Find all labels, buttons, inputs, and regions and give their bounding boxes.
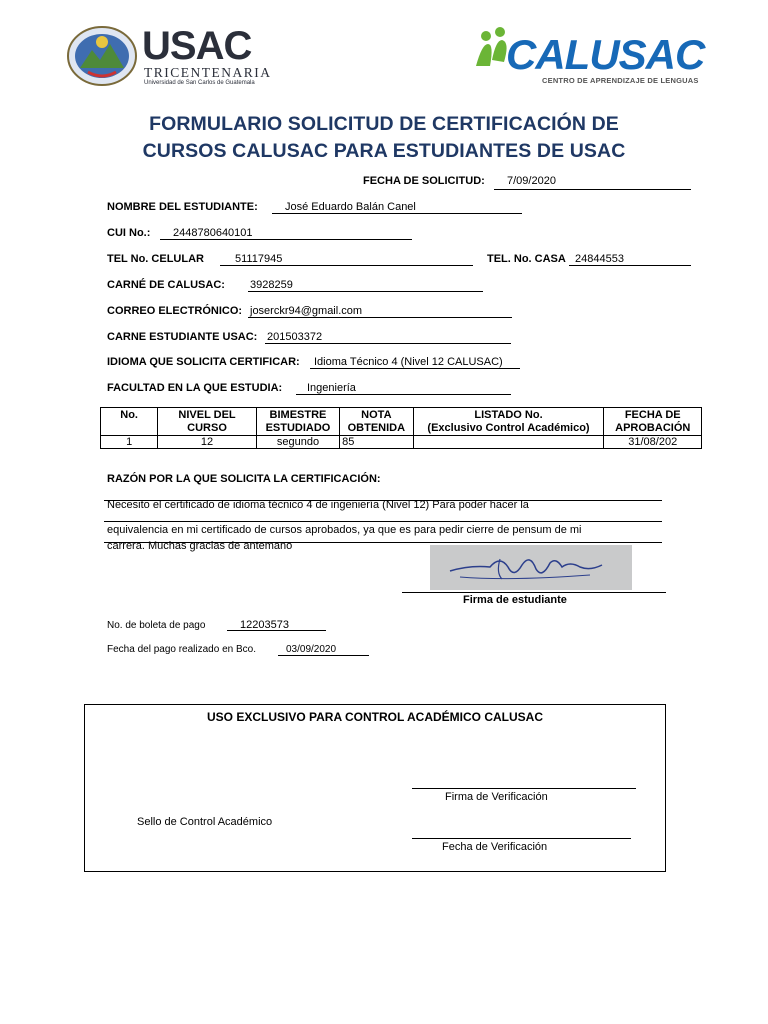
fecha-solicitud-value: 7/09/2020 [507,175,556,187]
table-row [101,436,702,449]
sello-label: Sello de Control Académico [137,816,273,828]
correo-value: joserckr94@gmail.com [250,305,363,317]
fecha-solicitud-label: FECHA DE SOLICITUD: [363,175,485,187]
signature-line [402,592,666,593]
signature-caption: Firma de estudiante [463,594,567,606]
table-header-row [101,408,702,436]
cui-line [160,239,412,240]
tel-celular-value: 51117945 [235,253,283,265]
header-nota: NOTA OBTENIDA [340,408,413,436]
reason-rule-1 [104,500,662,501]
cell-bimestre: segundo [256,436,339,449]
cui-label: CUI No.: [107,227,151,239]
correo-label: CORREO ELECTRÓNICO: [107,305,243,317]
usac-seal-icon [66,24,138,88]
form-title-line2: CURSOS CALUSAC PARA ESTUDIANTES DE USAC [142,140,626,162]
reason-rule-3 [104,542,662,543]
header-nivel: NIVEL DEL CURSO [158,408,256,436]
signature-image [430,545,632,590]
nombre-line [272,213,522,214]
tel-celular-line [220,265,473,266]
calusac-logo [474,24,724,88]
tel-celular-label: TEL No. CELULAR [107,253,204,265]
usac-university-name: Universidad de San Carlos de Guatemala [144,80,255,86]
reason-line-2: equivalencia en mi certificado de cursos aprobados, ya que es para pedir cierre de pensum de mi [107,524,582,536]
fecha-verificacion-label: Fecha de Verificación [442,841,548,853]
control-academico-box [84,704,666,872]
header-fecha-aprobacion: FECHA DE APROBACIÓN [604,408,702,436]
courses-table [100,407,702,449]
fecha-pago-line [278,655,369,656]
cell-nota: 85 [340,436,413,449]
fecha-solicitud-line [494,189,691,190]
signature-scribble-icon [430,545,632,590]
cell-no: 1 [101,436,158,449]
tel-casa-value: 24844553 [575,253,624,265]
control-box-title: USO EXCLUSIVO PARA CONTROL ACADÉMICO CALUSAC [206,710,543,724]
cell-fecha-aprobacion: 31/08/202 [604,436,702,449]
correo-line [248,317,512,318]
idioma-label: IDIOMA QUE SOLICITA CERTIFICAR: [107,356,300,368]
firma-verificacion-label: Firma de Verificación [445,791,548,803]
usac-tricentenaria: TRICENTENARIA [144,65,272,80]
cui-value: 2448780640101 [173,227,253,239]
header-listado: LISTADO No. (Exclusivo Control Académico) [413,408,604,436]
boleta-line [227,630,326,631]
usac-name: USAC [142,24,252,68]
boleta-label: No. de boleta de pago [107,620,206,631]
reason-line-3: carrera. Muchas gracias de antemano [107,540,293,552]
carne-calusac-value: 3928259 [250,279,293,291]
nombre-label: NOMBRE DEL ESTUDIANTE: [107,201,258,213]
carne-calusac-line [248,291,483,292]
facultad-value: Ingeniería [307,382,356,394]
nombre-value: José Eduardo Balán Canel [285,201,416,213]
form-title-line1: FORMULARIO SOLICITUD DE CERTIFICACIÓN DE [149,113,619,135]
header-no: No. [101,408,158,436]
tel-casa-line [569,265,691,266]
fecha-pago-label: Fecha del pago realizado en Bco. [107,644,256,655]
carne-usac-line [265,343,511,344]
fecha-pago-value: 03/09/2020 [286,644,337,655]
reason-line-1: Necesito el certificado de idioma técnico 4 de ingeniería (Nivel 12) Para poder hacer la [107,499,529,511]
carne-usac-value: 201503372 [267,331,323,343]
firma-verificacion-line [412,788,636,789]
calusac-name: CALUSAC [506,31,705,78]
tel-casa-label: TEL. No. CASA [487,253,566,265]
facultad-label: FACULTAD EN LA QUE ESTUDIA: [107,382,283,394]
idioma-line [310,368,520,369]
boleta-value: 12203573 [240,619,289,631]
idioma-value: Idioma Técnico 4 (Nivel 12 CALUSAC) [314,356,503,368]
cell-nivel: 12 [158,436,256,449]
calusac-subtitle: CENTRO DE APRENDIZAJE DE LENGUAS [542,76,699,85]
reason-label: RAZÓN POR LA QUE SOLICITA LA CERTIFICACIÓN: [107,473,381,485]
cell-listado [413,436,604,449]
fecha-verificacion-line [412,838,631,839]
usac-logo [66,24,288,88]
carne-calusac-label: CARNÉ DE CALUSAC: [107,279,225,291]
header-bimestre: BIMESTRE ESTUDIADO [256,408,339,436]
facultad-line [296,394,511,395]
carne-usac-label: CARNE ESTUDIANTE USAC: [107,331,258,343]
reason-rule-2 [104,521,662,522]
